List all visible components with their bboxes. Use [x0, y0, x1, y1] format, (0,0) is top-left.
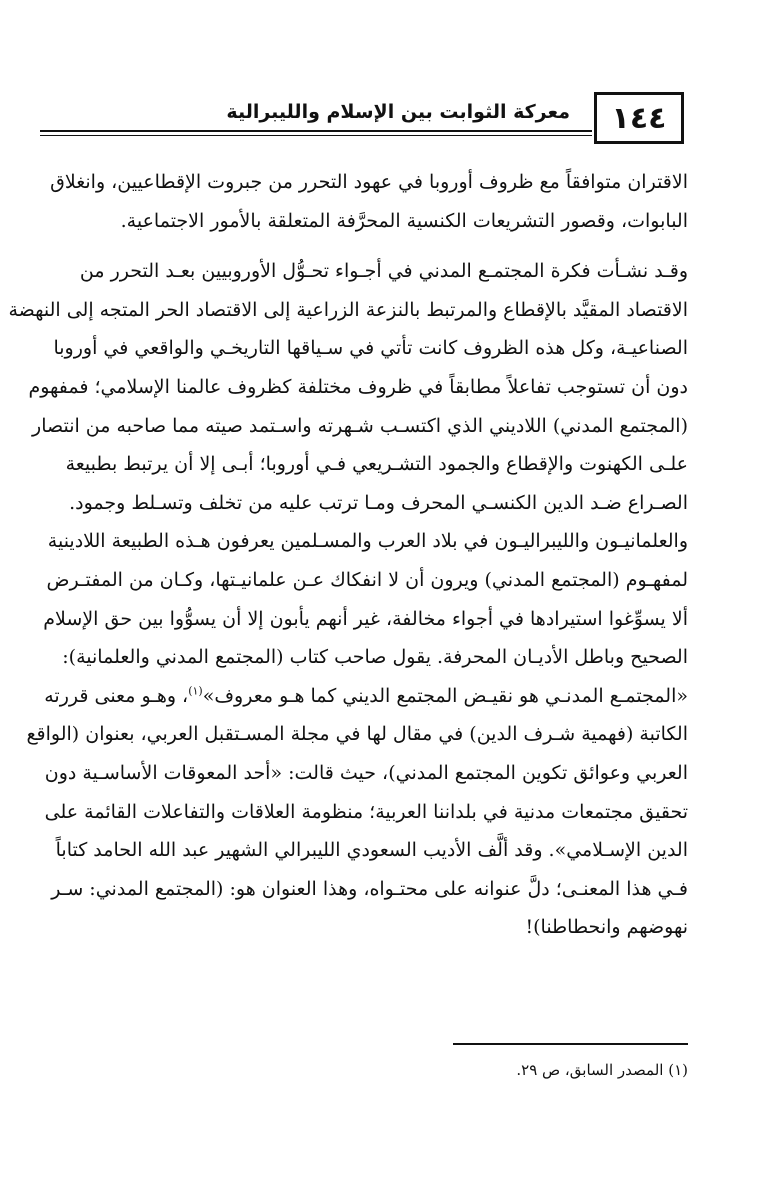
paragraph-gap — [80, 240, 688, 252]
text-line: (المجتمع المدني) اللاديني الذي اكتسـب شـهرته واسـتمد صيته مما صاحبه من انتصار — [32, 414, 688, 437]
text-line: فـي هذا المعنـى؛ دلَّ عنوانه على محتـواه، وهذا العنوان هو: (المجتمع المدني: سـر — [51, 877, 688, 900]
text-line: الاقتصاد المقيَّد بالإقطاع والمرتبط بالنزعة الزراعية إلى الاقتصاد الحر المتجه إلى النهضة — [8, 298, 688, 321]
text-line: دون أن تستوجب تفاعلاً مطابقاً في ظروف مختلفة كظروف عالمنا الإسلامي؛ فمفهوم — [28, 375, 688, 398]
footnote-rule — [453, 1043, 688, 1045]
header-rule-thin — [40, 135, 592, 136]
text-line: الصـراع ضـد الدين الكنسـي المحرف ومـا ترتب عليه من تخلف وتسـلط وجمود. — [69, 491, 688, 514]
text-line: الاقتران متوافقاً مع ظروف أوروبا في عهود التحرر من جبروت الإقطاعيين، وانغلاق — [50, 171, 688, 193]
footnote: (١) المصدر السابق، ص ٢٩. — [516, 1061, 688, 1079]
text-line: لمفهـوم (المجتمع المدني) ويرون أن لا انفكاك عـن علمانيـتها، وكـان من المفتـرض — [46, 568, 688, 591]
header-rule — [40, 130, 592, 132]
page-number: ١٤٤ — [594, 92, 684, 144]
text-line: والعلمانيـون والليبراليـون في بلاد العرب والمسـلمين يعرفون هـذه الطبيعة اللادينية — [47, 530, 688, 553]
text-line: الكاتبة (فهمية شـرف الدين) في مقال لها في مجلة المسـتقبل العربي، بعنوان (الواقع — [26, 723, 688, 746]
text-line: وقـد نشـأت فكرة المجتمـع المدني في أجـواء تحـوُّل الأوروبيين بعـد التحرر من — [79, 260, 688, 283]
text-line: تحقيق مجتمعات مدنية في بلداننا العربية؛ منظومة العلاقات والتفاعلات القائمة على — [44, 800, 688, 823]
text-line: العربي وعوائق تكوين المجتمع المدني)، حيث قالت: «أحد المعوقات الأساسـية دون — [44, 761, 688, 784]
text-line: الصناعيـة، وكل هذه الظروف كانت تأتي في سـياقها التاريخـي والواقعي في أوروبا — [53, 337, 688, 360]
footnote-marker[interactable]: (١) — [188, 684, 203, 698]
text-line: الدين الإسـلامي». وقد ألَّف الأديب السعودي الليبرالي الشهير عبد الله الحامد كتاباً — [55, 839, 688, 862]
quote-text: «المجتمـع المدنـي هو نقيـض المجتمع الديني كما هـو معروف» — [202, 684, 688, 707]
text-line: علـى الكهنوت والإقطاع والجمود التشـريعي فـي أوروبا؛ أبـى إلا أن يرتبط بطبيعة — [65, 453, 688, 476]
text-line: البابوات، وقصور التشريعات الكنسية المحرَّفة المتعلقة بالأمور الاجتماعية. — [120, 209, 688, 232]
text-line: نهوضهم وانحطاطنا)! — [525, 916, 688, 939]
text-line: ألا يسوِّغوا استيرادها في أجواء مخالفة، غير أنهم يأبون إلا أن يسوُّوا بين حق الإسلام — [43, 607, 688, 630]
text-line-with-footnote — [44, 677, 688, 716]
running-header-title: معركة الثوابت بين الإسلام والليبرالية — [226, 101, 570, 123]
text-line: الصحيح وباطل الأديـان المحرفة. يقول صاحب كتاب (المجتمع المدني والعلمانية): — [62, 646, 688, 669]
body-text — [8, 163, 688, 947]
text-continuation: ، وهـو معنى قررته — [44, 684, 189, 707]
